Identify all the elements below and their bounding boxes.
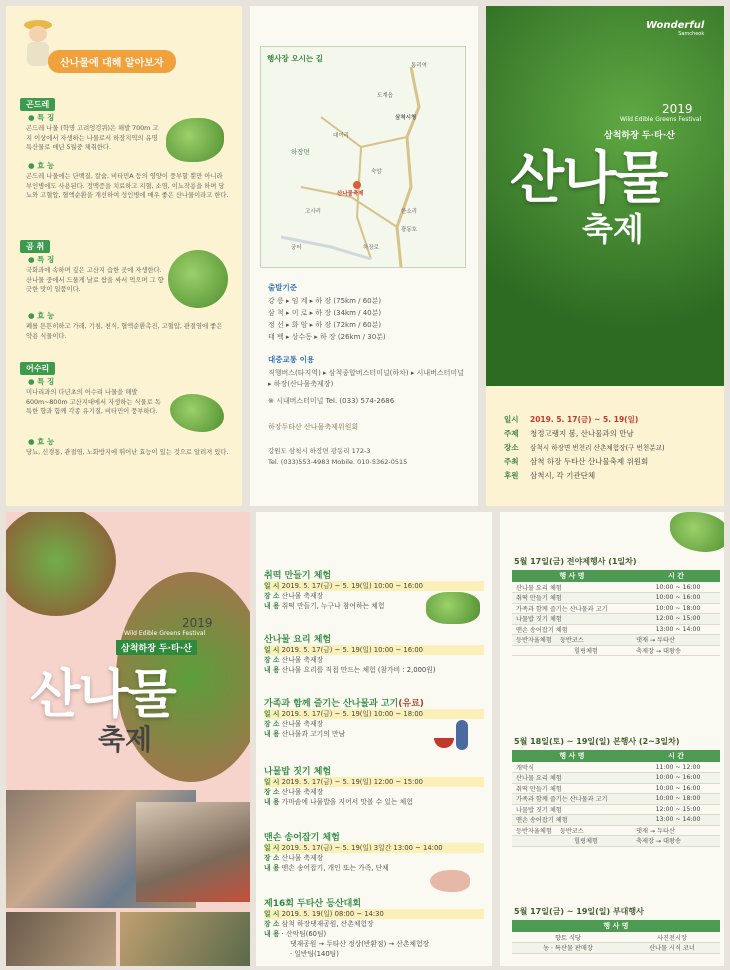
festival-sub-name: 삼척하장 두·타·산: [116, 640, 197, 655]
event-block: [264, 896, 484, 959]
festival-year: 2019: [182, 616, 213, 630]
cover-panel: [486, 6, 724, 506]
event-line: 내 용 산나물 요리를 직접 만드는 체험 (참가비 : 2,000원): [264, 666, 436, 674]
event-line: 일 시 2019. 5. 17(금) ~ 5. 19(일) 3일간 13:00 ~ 14:00: [264, 843, 484, 853]
events-panel: [256, 512, 492, 966]
info-date: 일시 2019. 5. 17(금) ~ 5. 19(일): [504, 415, 639, 424]
info-sponsor: 후원 삼척시, 각 기관단체: [504, 471, 596, 480]
festival-en-name: Wild Edible Greens Festival: [620, 116, 702, 123]
location-map: [260, 46, 466, 268]
event-line: 내 용 맨손 송어잡기, 개인 또는 가족, 단체: [264, 864, 389, 872]
event-title: 가족과 함께 즐기는 산나물과 고기(유료): [264, 699, 424, 709]
effect-text: 곤드레 나물에는 단백질, 칼슘, 비타민A 등의 영양이 풍부할 뿐만 아니라 부인병에도 사용된다. 정맥증을 치료하고 지혈, 소염, 이뇨작용을 하며 당뇨와 고혈압, 혈액순환을 개선하여 성인병에 매우 좋은 산나물이라고 한다.: [26, 173, 229, 199]
col-event: 행 사 명: [512, 920, 720, 932]
table-row: 개막식 11:00 ~ 12:00: [512, 762, 720, 773]
table-row: 나물밥 짓기 체험 12:00 ~ 15:00: [512, 804, 720, 815]
address: 강원도 삼척시 하장면 광동리 172-3: [268, 447, 371, 455]
table-row: 취떡 만들기 체험 10:00 ~ 16:00: [512, 593, 720, 604]
route-line: 삼 척 ▸ 미 로 ▸ 하 장 (34km / 40분): [268, 309, 382, 317]
bus-terminal-phone: ※ 시내버스터미널 Tel. (033) 574-2686: [268, 397, 395, 405]
gondre-leaf-image: [166, 118, 224, 162]
map-label: 통리역: [411, 63, 427, 69]
event-title: 제16회 두타산 등산대회: [264, 899, 362, 909]
info-host: 주최 삼척 하장 두타산 산나물축제 위원회: [504, 457, 649, 466]
schedule-heading-main: 5월 18일(토) ~ 19일(일) 본행사 (2~3일차): [514, 737, 680, 746]
plant-info-panel: [6, 6, 242, 506]
schedule-panel: [500, 512, 724, 966]
basket-greens-image: [6, 512, 116, 616]
route-line: 태 백 ▸ 상수동 ▸ 하 장 (26km / 30분): [268, 333, 386, 341]
corner-leaf-image: [670, 512, 724, 552]
festival-title: 산나물: [510, 145, 667, 211]
map-label: 고사리: [305, 209, 321, 215]
feature-text: 미나리과의 다년초의 어수리 나물을 해발 600m~800m 고산지대에서 자생하는 식물로 독특한 향과 함께 각종 유기질, 비타민이 풍부하다.: [26, 389, 161, 415]
event-line: 일 시 2019. 5. 17(금) ~ 5. 19(일) 12:00 ~ 15:00: [264, 777, 484, 787]
effect-text: 폐를 튼튼히하고 가래, 기침, 천식, 혈액순환촉진, 고혈압, 관절염에 좋은 약용 식물이다.: [26, 323, 223, 340]
table-row: 가족과 함께 즐기는 산나물과 고기 10:00 ~ 18:00: [512, 603, 720, 614]
bbq-illustration: [410, 720, 474, 764]
festival-year: 2019: [662, 102, 693, 116]
table-row: 향토 식당 사진전시장: [512, 932, 720, 943]
info-venue: 장소 삼척시 하장면 번천리 산촌체험장(구 번천분교): [504, 443, 665, 452]
table-row: 농 · 특산물 판매장 산나물 시식 코너: [512, 943, 720, 954]
event-line: 장 소 삼척 하장댓재공원, 산촌체험장: [264, 920, 374, 928]
table-row: 가족과 함께 즐기는 산나물과 고기 10:00 ~ 18:00: [512, 794, 720, 805]
plant-name-gondre: 곤드레: [20, 98, 55, 111]
event-block: [264, 632, 484, 675]
festival-photo-2: [136, 802, 250, 902]
plant-name-gomchwi: 곰 취: [20, 240, 50, 253]
schedule-heading-side: 5월 17일(금) ~ 19일(일) 부대행사: [514, 907, 644, 916]
table-row: 등반자율체험 둥반코스 댓재 → 두타산: [512, 635, 720, 646]
event-line: 장 소 산나물 축제장: [264, 592, 324, 600]
table-row: 힐링체험 축제장 → 대왕송: [512, 645, 720, 656]
effect-text: 당뇨, 신경통, 관절염, 노화방지에 뛰어난 효능이 있는 것으로 알려져 있다.: [26, 449, 229, 456]
feature-heading: ● 특 징: [28, 377, 55, 386]
feature-text: 국화과에 속하며 깊은 고산지 습한 곳에 자생한다. 산나물 중에서 드물게 날로 쌈을 싸서 먹으며 그 향긋한 맛이 일품이다.: [26, 267, 164, 293]
transit-text: 직행버스(타지역) ▸ 삼척종합버스터미널(하차) ▸ 시내버스터미널 ▸ 하장(산나물축제장): [268, 369, 464, 388]
festival-title-2: 축제: [98, 723, 153, 756]
map-label: 한소리: [401, 209, 417, 215]
festival-title: 산나물: [30, 664, 175, 725]
contact-tel: Tel. (033)553-4983 Mobile. 010-5362-0515: [268, 458, 408, 466]
map-title: 행사장 오시는 길: [267, 54, 323, 63]
festival-title-2: 축제: [582, 210, 644, 248]
organizer-name: 하장두타산 산나물축제위원회: [268, 423, 359, 431]
route-line: 강 릉 ▸ 임 계 ▸ 하 장 (75km / 60분): [268, 297, 382, 305]
schedule-table-main: [512, 750, 720, 847]
event-line: 장 소 산나물 축제장: [264, 854, 324, 862]
festival-photo-3: [6, 912, 116, 966]
brand-logo: [646, 20, 704, 37]
col-time: 시 간: [632, 570, 720, 582]
event-line: 일 시 2019. 5. 17(금) ~ 5. 19(일) 10:00 ~ 16:00: [264, 581, 484, 591]
event-line: 일 시 2019. 5. 17(금) ~ 5. 19(일) 10:00 ~ 16:00: [264, 645, 484, 655]
festival-sub-name: 삼척하장 두·타·산: [604, 131, 675, 141]
table-row: 나물밥 짓기 체험 12:00 ~ 15:00: [512, 614, 720, 625]
event-block: [264, 830, 484, 873]
col-event: 행 사 명: [512, 750, 632, 762]
schedule-table-day1: [512, 570, 720, 656]
col-event: 행 사 명: [512, 570, 632, 582]
road-map-graphic: [261, 47, 467, 269]
map-label: 궁터: [291, 245, 302, 251]
event-line: 장 소 산나물 축제장: [264, 656, 324, 664]
route-line: 정 선 ▸ 화 암 ▸ 하 장 (72km / 60분): [268, 321, 382, 329]
feature-text: 곤드레 나물 (학명 고려엉겅퀴)은 해발 700m 고지 이상에서 자생하는 나물로서 하장지역의 유명 특산물로 매년 5월중 채취한다.: [26, 125, 159, 151]
event-line: 장 소 산나물 축제장: [264, 720, 324, 728]
transit-heading: 대중교통 이용: [268, 355, 315, 364]
map-label: 숙암: [371, 169, 382, 175]
event-line: 일 시 2019. 5. 19(일) 08:00 ~ 14:30: [264, 909, 484, 919]
table-row: 산나물 요리 체험 10:00 ~ 16:00: [512, 582, 720, 593]
brand-name: Wonderful: [646, 20, 705, 31]
effect-heading: ● 효 능: [28, 311, 55, 320]
festival-photo-4: [120, 912, 250, 966]
map-label: 하장면: [291, 148, 310, 156]
event-block: [264, 764, 484, 807]
map-label: 대이리: [333, 133, 349, 139]
event-title: 나물밥 짓기 체험: [264, 767, 332, 777]
col-time: 시 간: [632, 750, 720, 762]
effect-heading: ● 효 능: [28, 437, 55, 446]
event-line: 장 소 산나물 축제장: [264, 788, 324, 796]
event-line: 일 시 2019. 5. 17(금) ~ 5. 19(일) 10:00 ~ 18:00: [264, 709, 484, 719]
info-theme: 주제 청정고랭지 봄, 산나물과의 만남: [504, 429, 634, 438]
feature-heading: ● 특 징: [28, 255, 55, 264]
feature-heading: ● 특 징: [28, 113, 55, 122]
festival-en-name: Wild Edible Greens Festival: [124, 630, 206, 637]
table-row: 힐링체험 축제장 → 대왕송: [512, 836, 720, 847]
table-row: 맨손 송어잡기 체험 13:00 ~ 14:00: [512, 815, 720, 826]
cover-panel-2: [6, 512, 250, 966]
table-row: 산나물 요리 체험 10:00 ~ 16:00: [512, 773, 720, 784]
section-title: 산나물에 대해 알아보자: [48, 50, 176, 73]
gomchwi-leaf-image: [168, 250, 228, 308]
brand-subtitle: Samcheok: [678, 31, 705, 37]
event-title: 맨손 송어잡기 체험: [264, 833, 340, 843]
event-line: 내 용 산나물과 고기의 만남: [264, 730, 346, 738]
event-line: · 일반팀(140팀): [290, 950, 339, 958]
table-row: 맨손 송어잡기 체험 13:00 ~ 14:00: [512, 624, 720, 635]
map-label: 산나물축제: [337, 191, 364, 197]
rice-cake-image: [426, 592, 480, 624]
map-label: 도계읍: [377, 93, 393, 99]
map-label: 광동호: [401, 227, 417, 233]
table-row: 취떡 만들기 체험 10:00 ~ 16:00: [512, 783, 720, 794]
eosuri-leaf-image: [170, 394, 224, 432]
map-label: 삼척시청: [395, 115, 417, 121]
directions-panel: [250, 6, 478, 506]
side-events-table: [512, 920, 720, 954]
schedule-heading-day1: 5월 17일(금) 전야제행사 (1일차): [514, 557, 637, 566]
event-line: 댓재공원 → 두타산 정상(반환점) → 산촌체험장: [290, 940, 430, 948]
event-title: 취떡 만들기 체험: [264, 571, 332, 581]
event-line: 내 용 가마솥에 나물밥을 지어서 맛볼 수 있는 체험: [264, 798, 413, 806]
event-line: 내 용 취떡 만들기, 누구나 참여하는 체험: [264, 602, 385, 610]
table-row: 등반자율체험 둥반코스 댓재 → 두타산: [512, 825, 720, 836]
event-line: 내 용 · 산악팀(60팀): [264, 930, 327, 938]
effect-heading: ● 효 능: [28, 161, 55, 170]
depart-heading: 출발기준: [268, 283, 297, 292]
fish-illustration: [430, 870, 470, 892]
plant-name-eosuri: 어수리: [20, 362, 55, 375]
event-title: 산나물 요리 체험: [264, 635, 332, 645]
map-label: 하장로: [363, 245, 379, 251]
